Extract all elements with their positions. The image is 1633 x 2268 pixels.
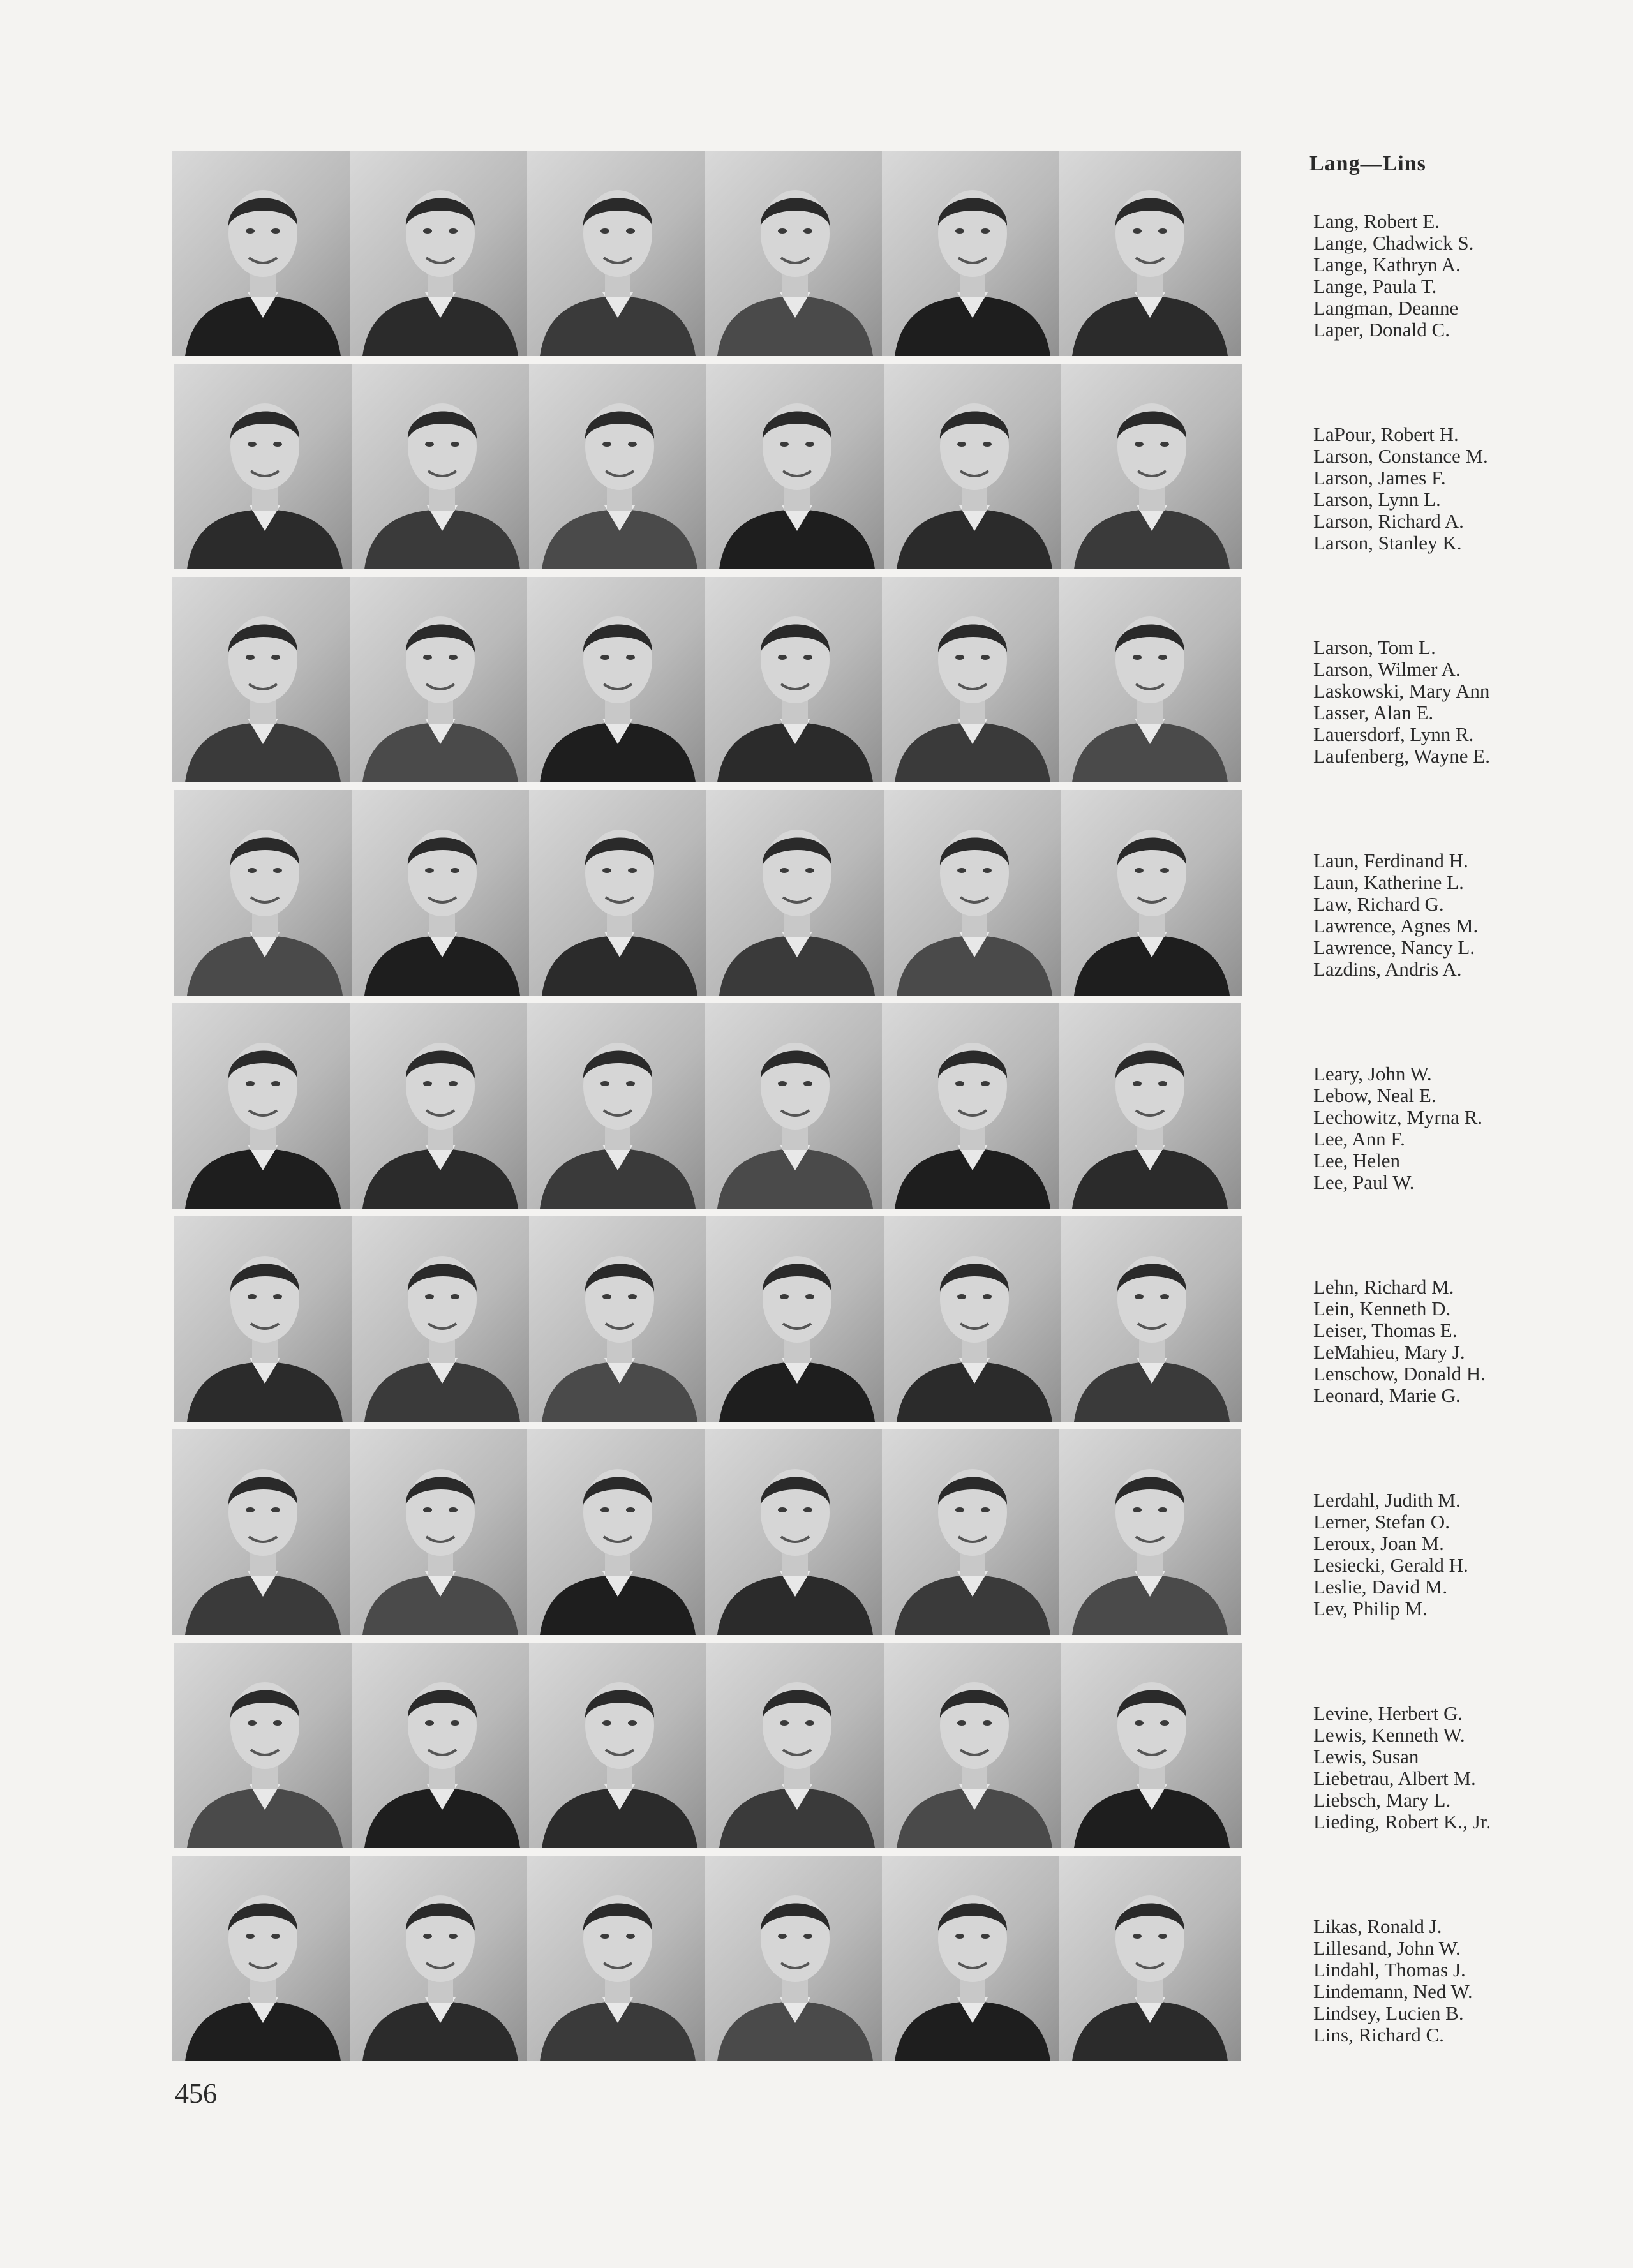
student-portrait — [706, 790, 888, 996]
student-portrait — [174, 1643, 355, 1848]
student-portrait — [884, 790, 1065, 996]
student-name: Law, Richard G. — [1313, 893, 1444, 915]
student-name: Leroux, Joan M. — [1313, 1532, 1444, 1555]
name-group — [1313, 424, 1594, 554]
student-name: Lindemann, Ned W. — [1313, 1980, 1473, 2003]
student-portrait — [884, 364, 1065, 569]
student-portrait — [172, 151, 354, 356]
student-name: Liebsch, Mary L. — [1313, 1789, 1451, 1811]
student-portrait — [705, 151, 886, 356]
student-portrait — [172, 1429, 354, 1635]
student-name: Laun, Ferdinand H. — [1313, 849, 1468, 872]
student-portrait — [705, 1429, 886, 1635]
student-name: Lerdahl, Judith M. — [1313, 1489, 1461, 1511]
student-name: Lawrence, Nancy L. — [1313, 936, 1475, 959]
student-portrait — [882, 1856, 1063, 2061]
student-name: LeMahieu, Mary J. — [1313, 1341, 1465, 1363]
student-name: Larson, Wilmer A. — [1313, 658, 1461, 680]
student-portrait — [350, 1856, 531, 2061]
portrait-grid — [172, 151, 1251, 2066]
name-group — [1313, 1276, 1594, 1406]
student-name: Laufenberg, Wayne E. — [1313, 745, 1490, 767]
student-name: Larson, Richard A. — [1313, 510, 1464, 532]
student-name: Lechowitz, Myrna R. — [1313, 1106, 1483, 1128]
student-portrait — [350, 1429, 531, 1635]
student-portrait — [529, 1643, 710, 1848]
student-name: Larson, James F. — [1313, 466, 1446, 489]
student-portrait — [174, 1216, 355, 1422]
name-group — [1313, 1703, 1594, 1833]
student-portrait — [174, 364, 355, 569]
student-name: Larson, Tom L. — [1313, 636, 1436, 659]
student-portrait — [1059, 151, 1241, 356]
name-group — [1313, 1489, 1594, 1620]
student-name: Likas, Ronald J. — [1313, 1915, 1442, 1937]
student-name: Lazdins, Andris A. — [1313, 958, 1462, 980]
student-name: Lee, Paul W. — [1313, 1171, 1415, 1193]
student-name: Laskowski, Mary Ann — [1313, 680, 1490, 702]
name-group — [1313, 211, 1594, 341]
student-portrait — [529, 364, 710, 569]
student-portrait — [706, 1216, 888, 1422]
student-portrait — [174, 790, 355, 996]
student-portrait — [350, 151, 531, 356]
student-name: Leiser, Thomas E. — [1313, 1319, 1458, 1341]
student-name: Lebow, Neal E. — [1313, 1084, 1436, 1107]
page-heading: Lang—Lins — [1309, 152, 1426, 175]
student-portrait — [1059, 577, 1241, 782]
student-portrait — [527, 1856, 708, 2061]
student-name: Lasser, Alan E. — [1313, 701, 1434, 724]
student-portrait — [1059, 1429, 1241, 1635]
student-name: Lee, Helen — [1313, 1149, 1400, 1172]
name-group — [1313, 1063, 1594, 1193]
student-name: Lange, Kathryn A. — [1313, 253, 1461, 276]
student-name: Lenschow, Donald H. — [1313, 1362, 1486, 1385]
student-name: Laper, Donald C. — [1313, 318, 1450, 341]
student-portrait — [527, 1429, 708, 1635]
page-number: 456 — [175, 2078, 217, 2109]
student-name: Lehn, Richard M. — [1313, 1276, 1454, 1298]
student-name: Leary, John W. — [1313, 1063, 1432, 1085]
student-portrait — [172, 1856, 354, 2061]
student-name: Levine, Herbert G. — [1313, 1702, 1463, 1724]
student-name: Lillesand, John W. — [1313, 1937, 1461, 1959]
student-portrait — [527, 1003, 708, 1209]
student-portrait — [1059, 1003, 1241, 1209]
student-portrait — [527, 151, 708, 356]
student-name: Lange, Chadwick S. — [1313, 232, 1474, 254]
student-name: Lev, Philip M. — [1313, 1597, 1428, 1620]
student-name: Liebetrau, Albert M. — [1313, 1767, 1476, 1789]
student-name: Lee, Ann F. — [1313, 1128, 1405, 1150]
student-portrait — [1061, 1216, 1242, 1422]
student-portrait — [352, 364, 533, 569]
student-name: Lerner, Stefan O. — [1313, 1511, 1450, 1533]
student-portrait — [705, 577, 886, 782]
student-name: Lins, Richard C. — [1313, 2024, 1444, 2046]
student-portrait — [1061, 364, 1242, 569]
student-portrait — [350, 1003, 531, 1209]
student-portrait — [882, 577, 1063, 782]
student-portrait — [529, 790, 710, 996]
student-name: Lang, Robert E. — [1313, 210, 1440, 232]
name-group — [1313, 637, 1594, 767]
student-portrait — [1061, 1643, 1242, 1848]
student-name: Lewis, Susan — [1313, 1745, 1419, 1768]
student-portrait — [527, 577, 708, 782]
student-name: Lange, Paula T. — [1313, 275, 1437, 297]
name-group — [1313, 850, 1594, 980]
student-portrait — [705, 1003, 886, 1209]
student-name: Lindahl, Thomas J. — [1313, 1958, 1466, 1981]
student-name: Laun, Katherine L. — [1313, 871, 1464, 893]
student-name: Lein, Kenneth D. — [1313, 1297, 1451, 1320]
student-portrait — [882, 1429, 1063, 1635]
student-portrait — [706, 1643, 888, 1848]
student-name: Leonard, Marie G. — [1313, 1384, 1461, 1406]
student-name: Lauersdorf, Lynn R. — [1313, 723, 1474, 745]
student-name: Larson, Constance M. — [1313, 445, 1488, 467]
student-portrait — [172, 577, 354, 782]
student-name: Leslie, David M. — [1313, 1576, 1448, 1598]
student-name: Lindsey, Lucien B. — [1313, 2002, 1464, 2024]
student-portrait — [882, 151, 1063, 356]
student-name: Lesiecki, Gerald H. — [1313, 1554, 1468, 1576]
student-name: Langman, Deanne — [1313, 297, 1459, 319]
student-name: Lieding, Robert K., Jr. — [1313, 1810, 1491, 1833]
student-name: Larson, Lynn L. — [1313, 488, 1441, 511]
student-portrait — [882, 1003, 1063, 1209]
student-portrait — [705, 1856, 886, 2061]
student-name: Lewis, Kenneth W. — [1313, 1724, 1465, 1746]
student-portrait — [529, 1216, 710, 1422]
student-portrait — [172, 1003, 354, 1209]
student-name: Lawrence, Agnes M. — [1313, 914, 1479, 937]
student-portrait — [884, 1643, 1065, 1848]
student-name: Larson, Stanley K. — [1313, 532, 1462, 554]
student-portrait — [1059, 1856, 1241, 2061]
student-portrait — [352, 1216, 533, 1422]
student-portrait — [350, 577, 531, 782]
name-group — [1313, 1916, 1594, 2046]
student-portrait — [352, 1643, 533, 1848]
student-portrait — [884, 1216, 1065, 1422]
student-portrait — [352, 790, 533, 996]
student-portrait — [706, 364, 888, 569]
student-name: LaPour, Robert H. — [1313, 423, 1459, 445]
student-portrait — [1061, 790, 1242, 996]
